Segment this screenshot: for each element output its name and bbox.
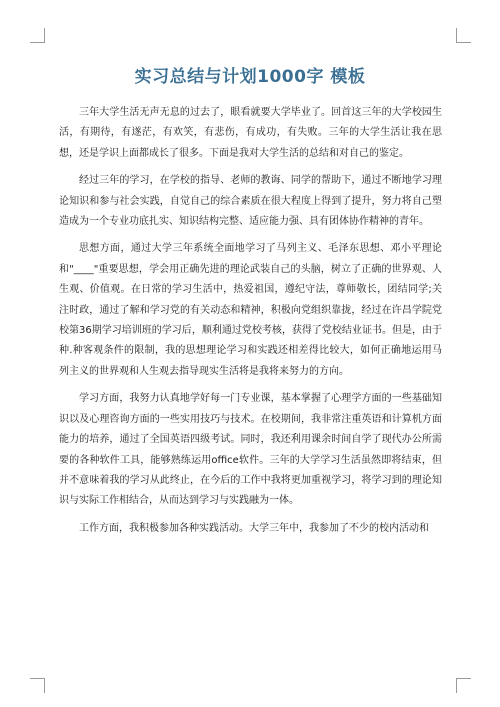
crop-mark-top-left <box>30 28 45 43</box>
paragraph-study: 学习方面，我努力认真地学好每一门专业课，基本掌握了心理学方面的一些基础知识以及心理咨询方面的一些实用技巧与技术。在校期间，我非常注重英语和计算机方面能力的培养，通过了全国英语四级考试。同时，我还利用课余时间自学了现代办公所需要的各种软件工具，能够熟练运用office软件。三年的大学学习生活虽然即将结束，但并不意味着我的学习从此终止，在今后的工作中我将更加重视学习，将学习到的理论知识与实际工作相结合，从而达到学习与实践融为一体。 <box>59 393 442 507</box>
document-body <box>59 103 442 546</box>
crop-mark-bottom-left <box>30 678 45 693</box>
crop-mark-bottom-right <box>456 678 471 693</box>
paragraph-overview: 经过三年的学习，在学校的指导、老师的教诲、同学的帮助下，通过不断地学习理论知识和参与社会实践，自觉自己的综合素质在很大程度上得到了提升，努力将自己塑造成为一个专业功底扎实、知识结构完整、适应能力强、具有团体协作精神的青年。 <box>59 175 442 228</box>
paragraph-work: 工作方面，我积极参加各种实践活动。大学三年中，我参加了不少的校内活动和 <box>79 522 429 534</box>
crop-mark-top-right <box>456 28 471 43</box>
paragraph-intro: 三年大学生活无声无息的过去了，眼看就要大学毕业了。回首这三年的大学校园生活，有期待，有遂茫，有欢笑，有悲伤，有成功，有失败。三年的大学生活让我在思想，还是学识上面都成长了很多。下面是我对大学生活的总结和对自己的鉴定。 <box>59 107 442 159</box>
document-title: 实习总结与计划1000字 模板 <box>134 67 366 87</box>
paragraph-thought: 思想方面，通过大学三年系统全面地学习了马列主义、毛泽东思想、邓小平理论和"____"重要思想，学会用正确先进的理论武装自己的头脑，树立了正确的世界观、人生观、价值观。在日常的学习生活中，热爱祖国，遵纪守法，尊师敬长，团结同学;关注时政，通过了解和学习党的有关动态和精神，积极向党组织靠拢，经过在许昌学院党校第36期学习培训班的学习后，顺利通过党校考核，获得了党校结业证书。但是，由于种.种客观条件的限制，我的思想理论学习和实践还相差得比较大，如何正确地运用马列主义的世界观和人生观去指导现实生活将是我将来努力的方向。 <box>59 243 442 377</box>
